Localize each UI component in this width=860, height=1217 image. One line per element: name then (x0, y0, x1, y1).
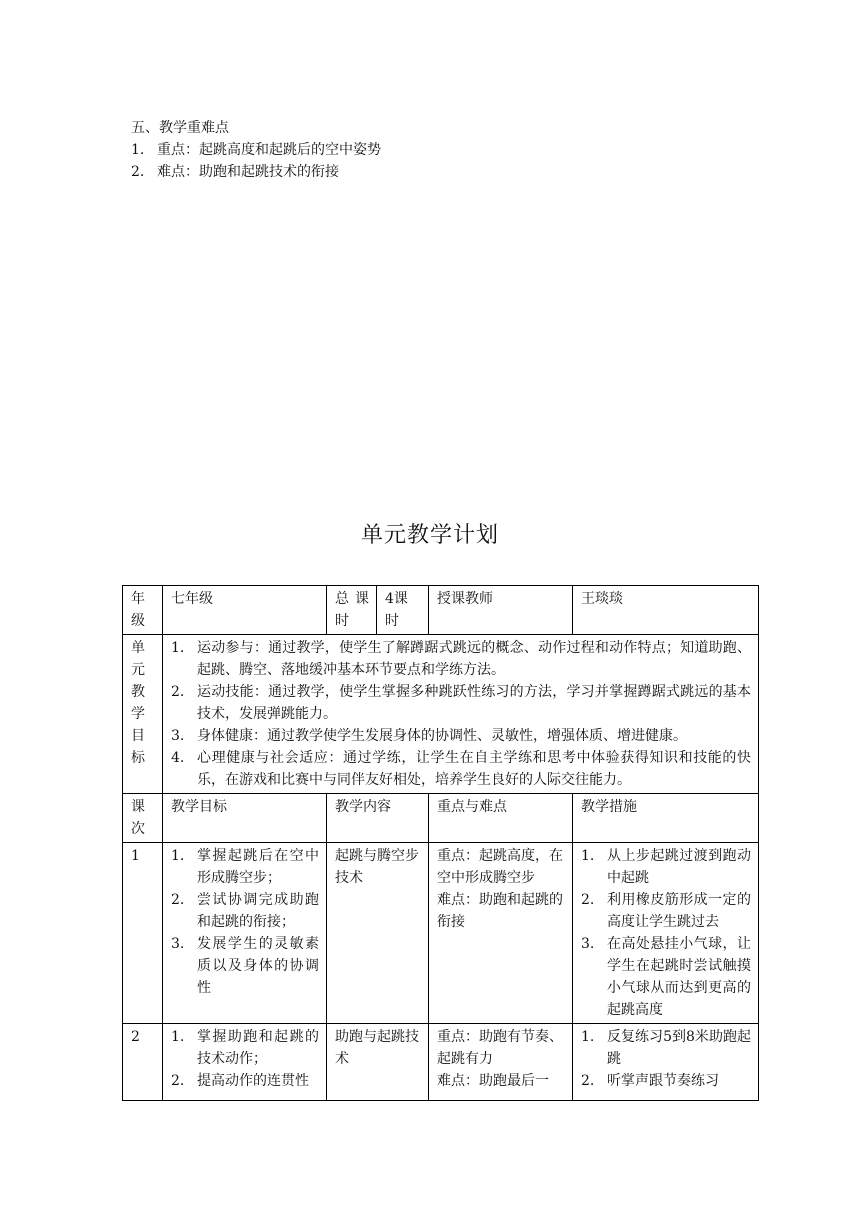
list-number: 2. (131, 164, 145, 180)
list-item: 1. 从上步起跳过渡到跑动中起跳 (581, 848, 751, 886)
header-key-points: 重点与难点 (429, 794, 573, 843)
list-item: 2. 利用橡皮筋形成一定的高度让学生跳过去 (581, 892, 751, 930)
measures-cell (573, 1024, 759, 1101)
list-text: 难点：助跑和起跳技术的衔接 (157, 164, 339, 180)
content-cell: 起跳与腾空步技术 (327, 843, 429, 1024)
key-difficult-points-section (131, 117, 381, 183)
grade-value: 七年级 (163, 586, 327, 635)
list-item: 1. 掌握助跑和起跳的技术动作； (171, 1029, 319, 1067)
lesson-number: 1 (123, 843, 163, 1024)
goals-list (171, 637, 751, 791)
lesson-number: 2 (123, 1024, 163, 1101)
key-points-cell (429, 1024, 573, 1101)
table-row (123, 635, 759, 794)
key-point: 重点：助跑有节奏、起跳有力 (437, 1029, 563, 1067)
list-number: 1. (131, 142, 145, 158)
unit-plan-table (122, 585, 759, 1101)
difficulty: 难点：助跑和起跳的衔接 (437, 892, 563, 930)
list-text: 重点：起跳高度和起跳后的空中姿势 (157, 142, 381, 158)
list-item: 3. 在高处悬挂小气球，让学生在起跳时尝试触摸小气球从而达到更高的起跳高度 (581, 936, 751, 1018)
objectives-cell (163, 1024, 327, 1101)
list-item: 1. 掌握起跳后在空中形成腾空步； (171, 848, 319, 886)
goals-label: 单元教学目标 (123, 635, 163, 794)
list-item: 1. 反复练习5到8米助跑起跳 (581, 1029, 751, 1067)
table-row (123, 1024, 759, 1101)
list-item: 2. 运动技能：通过教学，使学生掌握多种跳跃性练习的方法，学习并掌握蹲踞式跳远的基本技术，发展弹跳能力。 (171, 684, 751, 722)
list-item: 2. 提高动作的连贯性 (171, 1073, 309, 1089)
section-heading: 五、教学重难点 (131, 120, 229, 136)
difficulty: 难点：助跑最后一 (437, 1073, 549, 1089)
goals-cell (163, 635, 759, 794)
content-cell: 助跑与起跳技术 (327, 1024, 429, 1101)
objectives-cell (163, 843, 327, 1024)
header-measures: 教学措施 (573, 794, 759, 843)
list-item (131, 161, 381, 183)
list-item: 3. 身体健康：通过教学使学生发展身体的协调性、灵敏性，增强体质、增进健康。 (171, 728, 687, 744)
header-lesson: 课次 (123, 794, 163, 843)
hours-value: 4课时 (377, 586, 429, 635)
table-header-row (123, 794, 759, 843)
list-item: 2. 尝试协调完成助跑和起跳的衔接； (171, 892, 319, 930)
header-objectives: 教学目标 (163, 794, 327, 843)
list-item: 1. 运动参与：通过教学，使学生了解蹲踞式跳远的概念、动作过程和动作特点；知道助跑、起跳、腾空、落地缓冲基本环节要点和学练方法。 (171, 640, 751, 678)
table-row (123, 843, 759, 1024)
grade-label: 年级 (123, 586, 163, 635)
measures-cell (573, 843, 759, 1024)
teacher-value: 王琰琰 (573, 586, 759, 635)
document-title: 单元教学计划 (360, 523, 499, 548)
key-points-cell (429, 843, 573, 1024)
teacher-label: 授课教师 (429, 586, 573, 635)
table-row (123, 586, 759, 635)
key-point: 重点：起跳高度，在空中形成腾空步 (437, 848, 563, 886)
list-item (131, 139, 381, 161)
header-content: 教学内容 (327, 794, 429, 843)
list-item: 2. 听掌声跟节奏练习 (581, 1073, 719, 1089)
hours-label: 总课时 (327, 586, 377, 635)
list-item: 3. 发展学生的灵敏素质以及身体的协调性 (171, 936, 319, 996)
list-item: 4. 心理健康与社会适应：通过学练，让学生在自主学练和思考中体验获得知识和技能的快乐，在游戏和比赛中与同伴友好相处，培养学生良好的人际交往能力。 (171, 750, 751, 788)
